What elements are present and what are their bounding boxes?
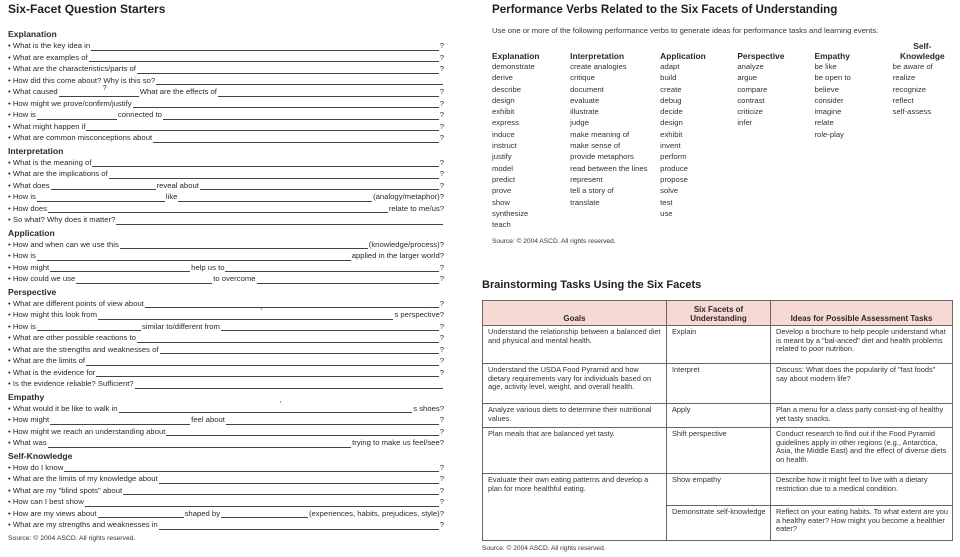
blank-line	[85, 499, 439, 507]
question-text: ?	[439, 133, 444, 142]
question-text: ?	[439, 157, 444, 167]
header-ideas: Ideas for Possible Assessment Tasks	[771, 301, 953, 326]
verb-item: induce	[492, 129, 515, 139]
question-text: • How did this come about? Why is this so?	[8, 75, 156, 85]
question-item	[8, 157, 444, 169]
facet-cell: Explain	[667, 326, 771, 364]
question-text: • What are common misconceptions about	[8, 133, 153, 142]
verb-item: judge	[570, 118, 589, 128]
table-body	[483, 326, 953, 541]
question-item	[8, 273, 444, 285]
verb-item: critique	[570, 73, 595, 83]
blank-line	[257, 276, 439, 284]
blank-line	[156, 77, 443, 85]
question-text: (knowledge/process)?	[368, 239, 444, 249]
verb-item: derive	[492, 73, 513, 83]
verb-item: read between the lines	[570, 163, 648, 173]
verb-item: be open to	[814, 73, 851, 83]
question-text: • How is	[8, 321, 36, 331]
verb-column	[492, 42, 570, 231]
blank-line	[225, 264, 438, 272]
question-text: • How might we prove/confirm/justify	[8, 98, 132, 108]
verb-item: be aware of	[892, 62, 933, 71]
verb-item: prove	[492, 186, 512, 196]
blank-line	[50, 417, 190, 425]
verb-item: believe	[814, 84, 839, 94]
blank-line	[37, 194, 165, 202]
question-item	[8, 309, 444, 321]
verb-item: predict	[492, 174, 516, 184]
question-text: ?	[439, 121, 444, 131]
question-text: ?	[439, 462, 444, 472]
idea-cell: Conduct research to find out if the Food Pyramid guidelines apply in other regions (e.g., Antarctica, Asia, the Middle East) and the effect of diverse diets on health.	[771, 428, 953, 474]
blank-line	[92, 159, 438, 167]
verb-item: make sense of	[570, 141, 621, 151]
section-heading: Interpretation	[8, 145, 64, 156]
facet-cell: Apply	[667, 404, 771, 428]
question-text: (experiences, habits, prejudices, style)?	[308, 508, 444, 518]
blank-line	[37, 323, 141, 331]
question-item	[8, 298, 444, 310]
facet-cell: Demonstrate self-knowledge	[667, 506, 771, 541]
blank-line	[163, 112, 439, 120]
question-text: ?	[439, 415, 444, 424]
question-item	[8, 203, 444, 215]
idea-cell: Develop a brochure to help people understand what is meant by a "bal-anced" diet and health problems related to poor nutrition.	[771, 326, 953, 364]
question-text: connected to	[117, 110, 162, 119]
question-text: • How might this look from	[8, 310, 97, 319]
question-text: • What are the characteristics/parts of	[8, 64, 136, 73]
question-item	[8, 250, 444, 262]
question-text: • What are different points of view about	[8, 298, 144, 308]
verb-column-header: Perspective	[737, 51, 785, 61]
verb-item: invent	[660, 141, 681, 151]
blank-line	[200, 182, 439, 190]
facet-cell: Interpret	[667, 364, 771, 404]
question-text: • How can I best show	[8, 497, 84, 506]
blank-line	[221, 323, 439, 331]
question-text: • Is the evidence reliable? Sufficient?	[8, 379, 134, 388]
question-item	[8, 180, 444, 192]
question-sections	[8, 28, 444, 531]
table-header-row	[483, 301, 953, 326]
goal-cell: Understand the relationship between a balanced diet and physical and mental health.	[483, 326, 667, 364]
section-heading: Perspective	[8, 286, 57, 297]
header-goals: Goals	[483, 301, 667, 326]
blank-line	[133, 100, 439, 108]
question-text: ?	[439, 180, 444, 190]
verb-column-header: Interpretation	[570, 51, 625, 61]
verb-item: build	[660, 73, 677, 83]
blank-line	[119, 401, 413, 413]
blank-line	[98, 307, 393, 320]
question-item	[8, 191, 444, 203]
performance-verbs-source: Source: © 2004 ASCD. All rights reserved.	[492, 238, 616, 246]
facet-cell: Show empathy	[667, 474, 771, 506]
verb-item: make meaning of	[570, 129, 630, 139]
verb-item: show	[492, 197, 510, 207]
blank-line	[159, 476, 439, 484]
verb-column-header: Empathy	[814, 51, 850, 61]
question-text: • What does	[8, 180, 50, 190]
table-row	[483, 404, 953, 428]
blank-line	[86, 123, 438, 131]
facet-cell: Shift perspective	[667, 428, 771, 474]
question-text: ?	[439, 64, 444, 73]
blank-line	[86, 358, 439, 366]
verb-item: justify	[492, 152, 512, 162]
blank-line	[48, 440, 352, 448]
question-text: • What are other possible reactions to	[8, 333, 136, 342]
blank-line	[59, 84, 139, 97]
blank-line	[226, 417, 439, 425]
section-heading: Application	[8, 227, 55, 238]
question-item	[8, 109, 444, 121]
brainstorming-tasks-table	[482, 300, 953, 541]
verb-item: create analogies	[570, 62, 627, 71]
verb-item: imagine	[814, 107, 842, 117]
verb-item: design	[660, 118, 683, 128]
verb-item: propose	[660, 174, 688, 184]
question-item	[8, 132, 444, 144]
question-item	[8, 355, 444, 367]
question-text: • What is the evidence for	[8, 367, 96, 377]
performance-verbs-intro: Use one or more of the following performance verbs to generate ideas for performance tasks and learning events.	[492, 26, 879, 35]
blank-mark: '	[260, 307, 262, 315]
question-text: ?	[439, 298, 444, 308]
blank-line	[50, 264, 190, 272]
verb-item: translate	[570, 197, 600, 207]
question-text: What are the effects of	[139, 87, 217, 96]
question-text: similar to/different from	[141, 321, 220, 331]
question-item	[8, 378, 444, 390]
verb-item: analyze	[737, 62, 764, 71]
question-text: ?	[439, 367, 444, 377]
verb-item: reflect	[892, 95, 914, 105]
question-text: • How does	[8, 203, 48, 213]
blank-line	[135, 381, 443, 389]
brainstorming-tasks-title: Brainstorming Tasks Using the Six Facets	[482, 279, 702, 291]
verb-item: compare	[737, 84, 768, 94]
verb-item: model	[492, 163, 513, 173]
verb-column-header: Application	[660, 51, 706, 61]
question-text: • What are my "blind spots" about	[8, 485, 123, 495]
question-text: to overcome	[213, 274, 256, 283]
question-item	[8, 75, 444, 87]
question-text: feel about	[191, 415, 225, 424]
blank-line	[109, 171, 439, 179]
blank-line	[137, 66, 439, 74]
question-item	[8, 332, 444, 344]
question-item	[8, 168, 444, 180]
question-text: • What are examples of	[8, 52, 88, 62]
goal-cell: Understand the USDA Food Pyramid and how dietary requirements vary for individuals based on age, activity level, weight, and overall health.	[483, 364, 667, 404]
verb-item: illustrate	[570, 107, 599, 117]
blank-line	[64, 464, 438, 472]
question-text: • So what? Why does it matter?	[8, 215, 116, 224]
question-item	[8, 63, 444, 75]
question-text: ?	[439, 52, 444, 62]
question-text: shaped by	[184, 508, 221, 518]
question-text: • How and when can we use this	[8, 239, 119, 249]
blank-line	[48, 205, 388, 213]
question-item	[8, 52, 444, 64]
verb-column	[660, 42, 737, 231]
question-text: (analogy/metaphor)?	[373, 192, 444, 201]
blank-line	[51, 182, 156, 190]
verb-item: exhibit	[492, 107, 515, 117]
question-text: ?	[439, 426, 444, 436]
table-row	[483, 428, 953, 474]
question-text: reveal about	[156, 180, 199, 190]
verb-column-header: Self-Knowledge	[899, 41, 945, 61]
verb-item: describe	[492, 84, 522, 94]
verb-column-header: Explanation	[492, 51, 540, 61]
question-item	[8, 239, 444, 251]
question-text: • How might we reach an understanding about	[8, 426, 166, 436]
header-six-facets: Six Facets of Understanding	[667, 301, 771, 326]
idea-cell: Plan a menu for a class party consist-ing of healthy yet tasty snacks.	[771, 404, 953, 428]
question-text: ?	[439, 262, 444, 272]
blank-line	[96, 369, 438, 377]
performance-verbs-panel	[492, 2, 952, 245]
verb-item: relate	[814, 118, 834, 128]
question-text: s perspective?	[394, 310, 444, 319]
blank-line	[123, 487, 439, 495]
verb-item: express	[492, 118, 519, 128]
blank-line	[120, 241, 368, 249]
verb-item: demonstrate	[492, 62, 535, 71]
question-item	[8, 321, 444, 333]
blank-line	[137, 335, 439, 343]
question-text: • How is	[8, 192, 36, 201]
question-text: • How are my views about	[8, 508, 97, 518]
blank-line	[91, 43, 439, 51]
question-starters-source: Source: © 2004 ASCD. All rights reserved.	[8, 534, 136, 542]
question-text: relate to me/us?	[388, 203, 444, 213]
verb-column	[570, 42, 660, 231]
verb-item: use	[660, 208, 673, 218]
goal-cell: Plan meals that are balanced yet tasty.	[483, 428, 667, 474]
verb-item: synthesize	[492, 208, 529, 218]
verb-item: criticize	[737, 107, 763, 117]
blank-line	[218, 89, 439, 97]
question-text: • What might happen if	[8, 121, 86, 131]
question-text: ?	[439, 98, 444, 108]
question-item	[8, 86, 444, 98]
blank-line	[159, 522, 439, 530]
table-row	[483, 474, 953, 506]
question-text: • How is	[8, 251, 36, 260]
verb-item: create	[660, 84, 682, 94]
question-text: ?	[439, 497, 444, 506]
blank-line	[37, 112, 117, 120]
question-item	[8, 344, 444, 356]
table-row	[483, 326, 953, 364]
verb-item: produce	[660, 163, 688, 173]
idea-cell: Describe how it might feel to live with a dietary restriction due to a medical condition.	[771, 474, 953, 506]
question-item	[8, 403, 444, 415]
question-item	[8, 485, 444, 497]
question-text: • How could we use	[8, 274, 76, 283]
verb-item: realize	[892, 73, 916, 83]
verb-column	[814, 42, 892, 231]
idea-cell: Reflect on your eating habits. To what extent are you a healthy eater? How might you become a healthier eater?	[771, 506, 953, 541]
performance-verbs-title: Performance Verbs Related to the Six Facets of Understanding	[492, 3, 838, 16]
verb-item: consider	[814, 95, 844, 105]
question-item	[8, 121, 444, 133]
question-item	[8, 414, 444, 426]
question-text: • What caused	[8, 87, 58, 96]
verb-item: role-play	[814, 129, 844, 139]
blank-line	[76, 276, 212, 284]
blank-line	[221, 510, 308, 518]
verb-item: evaluate	[570, 95, 600, 105]
question-starters-title: Six-Facet Question Starters	[8, 2, 166, 16]
section-heading: Empathy	[8, 391, 45, 402]
question-text: trying to make us feel/see?	[352, 438, 444, 447]
verb-item: infer	[737, 118, 753, 128]
question-text: ?	[439, 485, 444, 495]
verb-column	[893, 42, 952, 231]
blank-line	[153, 135, 439, 143]
section-heading: Self-Knowledge	[8, 450, 73, 461]
question-item	[8, 496, 444, 508]
question-text: • How is	[8, 110, 36, 119]
question-text: ?	[439, 87, 444, 96]
question-text: applied in the larger world?	[351, 251, 444, 260]
verb-item: contrast	[737, 95, 765, 105]
blank-line	[37, 253, 351, 261]
question-text: ?	[439, 344, 444, 354]
question-text: • What would it be like to walk in	[8, 403, 118, 413]
question-item	[8, 426, 444, 438]
verb-item: debug	[660, 95, 682, 105]
verb-columns	[492, 42, 952, 231]
question-text: ?	[439, 41, 444, 50]
question-text: help us to	[191, 262, 225, 272]
verb-item: design	[492, 95, 515, 105]
goal-cell: Analyze various diets to determine their nutritional values.	[483, 404, 667, 428]
question-item	[8, 437, 444, 449]
question-text: • What are the implications of	[8, 169, 108, 178]
verb-item: instruct	[492, 141, 517, 151]
question-text: ?	[439, 520, 444, 529]
question-text: • What are my strengths and weaknesses in	[8, 520, 158, 529]
idea-cell: Discuss: What does the popularity of "fast foods" say about modern life?	[771, 364, 953, 404]
question-text: ?	[439, 356, 444, 365]
verb-item: document	[570, 84, 604, 94]
verb-item: teach	[492, 220, 511, 230]
question-item	[8, 214, 444, 226]
blank-line	[98, 510, 184, 518]
brainstorming-tasks-source: Source: © 2004 ASCD. All rights reserved.	[482, 545, 606, 552]
question-starters-panel	[8, 2, 444, 555]
question-item	[8, 367, 444, 379]
question-text: • How might	[8, 262, 50, 272]
question-text: • How do I know	[8, 462, 64, 472]
question-item	[8, 262, 444, 274]
blank-line	[89, 54, 439, 62]
verb-item: represent	[570, 174, 603, 184]
verb-column	[737, 42, 814, 231]
question-text: ?	[439, 474, 444, 483]
question-text: • What are the limits of	[8, 356, 86, 365]
verb-item: test	[660, 197, 673, 207]
question-text: ?	[439, 110, 444, 119]
verb-item: self-assess	[892, 107, 932, 117]
question-item	[8, 508, 444, 520]
question-text: • What is the meaning of	[8, 157, 92, 167]
blank-line	[116, 217, 443, 225]
blank-line	[166, 428, 438, 436]
verb-item: solve	[660, 186, 679, 196]
blank-line	[160, 346, 439, 354]
verb-item: exhibit	[660, 129, 683, 139]
question-item	[8, 473, 444, 485]
question-text: like	[165, 192, 178, 201]
blank-mark: ?	[102, 84, 107, 92]
question-item	[8, 462, 444, 474]
blank-line	[178, 194, 372, 202]
goal-cell: Evaluate their own eating patterns and develop a plan for more healthful eating.	[483, 474, 667, 541]
question-text: • What are the limits of my knowledge about	[8, 474, 158, 483]
question-item	[8, 98, 444, 110]
question-text: • What is the key idea in	[8, 41, 91, 50]
question-item	[8, 40, 444, 52]
brainstorming-tasks-panel	[482, 279, 956, 552]
question-text: ?	[439, 321, 444, 331]
question-text: s shoes?	[413, 403, 444, 413]
verb-item: argue	[737, 73, 757, 83]
question-text: • How might	[8, 415, 50, 424]
verb-item: tell a story of	[570, 186, 614, 196]
question-text: ?	[439, 169, 444, 178]
verb-item: be like	[814, 62, 837, 71]
verb-item: provide metaphors	[570, 152, 634, 162]
blank-line	[145, 300, 439, 308]
verb-item: adapt	[660, 62, 680, 71]
verb-item: perform	[660, 152, 687, 162]
question-text: ?	[439, 274, 444, 283]
verb-item: recognize	[892, 84, 926, 94]
question-text: • What are the strengths and weaknesses of	[8, 344, 159, 354]
question-text: ?	[439, 333, 444, 342]
question-text: • What was	[8, 438, 47, 447]
table-row	[483, 364, 953, 404]
verb-item: decide	[660, 107, 683, 117]
question-item	[8, 519, 444, 531]
blank-mark: '	[280, 401, 282, 408]
section-heading: Explanation	[8, 29, 57, 39]
